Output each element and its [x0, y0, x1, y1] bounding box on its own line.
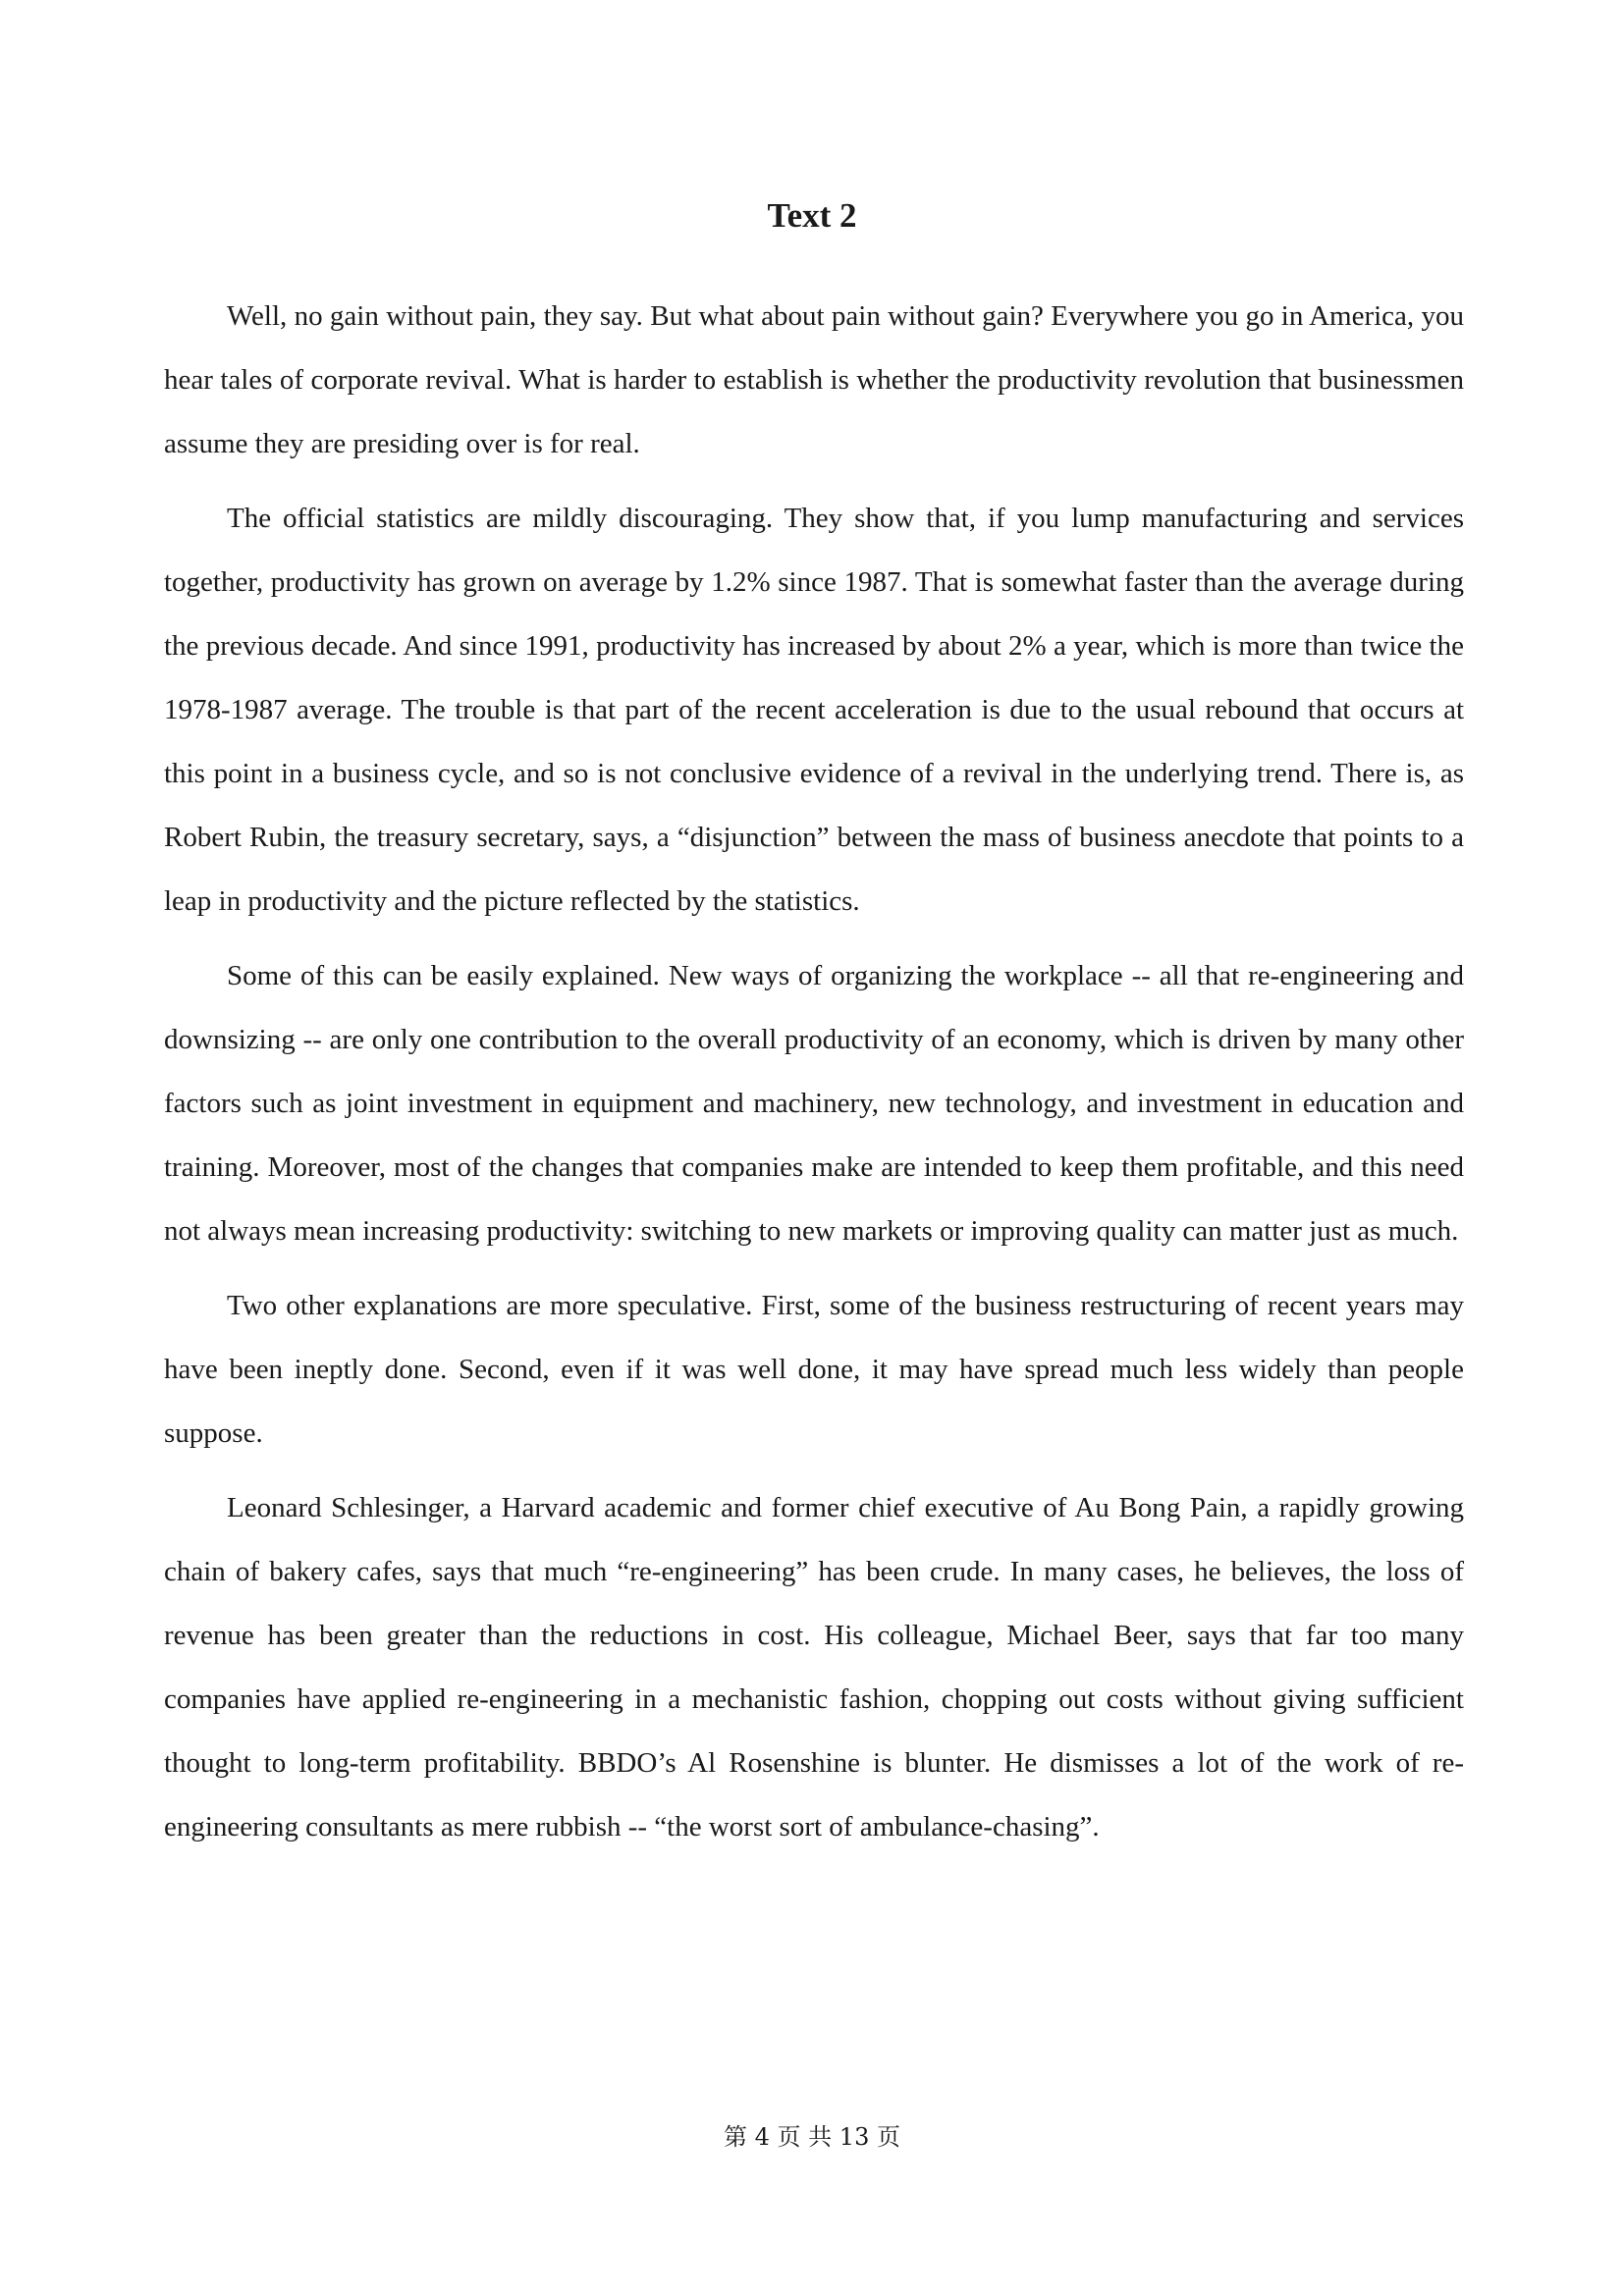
- paragraph-5: Leonard Schlesinger, a Harvard academic and former chief executive of Au Bong Pain, a rapidly growing chain of bakery cafes, says that much “re-engineering” has been crude. In many cases, he believes, the loss of revenue has been greater than the reductions in cost. His colleague, Michael Beer, says that far too many companies have applied re-engineering in a mechanistic fashion, chopping out costs without giving sufficient thought to long-term profitability. BBDO’s Al Rosenshine is blunter. He dismisses a lot of the work of re-engineering consultants as mere rubbish -- “the worst sort of ambulance-chasing”.: [164, 1492, 1464, 1842]
- paragraph-1: Well, no gain without pain, they say. But what about pain without gain? Everywhere you go in America, you hear tales of corporate revival. What is harder to establish is whether the productivity revolution that businessmen assume they are presiding over is for real.: [164, 300, 1464, 459]
- document-body: [164, 285, 1464, 1870]
- paragraph-2: The official statistics are mildly discouraging. They show that, if you lump manufacturing and services together, productivity has grown on average by 1.2% since 1987. That is somewhat faster than the average during the previous decade. And since 1991, productivity has increased by about 2% a year, which is more than twice the 1978-1987 average. The trouble is that part of the recent acceleration is due to the usual rebound that occurs at this point in a business cycle, and so is not conclusive evidence of a revival in the underlying trend. There is, as Robert Rubin, the treasury secretary, says, a “disjunction” between the mass of business anecdote that points to a leap in productivity and the picture reflected by the statistics.: [164, 503, 1464, 917]
- page-number-footer: 第 4 页 共 13 页: [724, 2123, 900, 2151]
- paragraph-4: Two other explanations are more speculative. First, some of the business restructuring of recent years may have been ineptly done. Second, even if it was well done, it may have spread much less widely than people suppose.: [164, 1290, 1464, 1449]
- document-title: Text 2: [767, 196, 857, 235]
- paragraph-3: Some of this can be easily explained. New ways of organizing the workplace -- all that re-engineering and downsizing -- are only one contribution to the overall productivity of an economy, which is driven by many other factors such as joint investment in equipment and machinery, new technology, and investment in education and training. Moreover, most of the changes that companies make are intended to keep them profitable, and this need not always mean increasing productivity: switching to new markets or improving quality can matter just as much.: [164, 960, 1464, 1247]
